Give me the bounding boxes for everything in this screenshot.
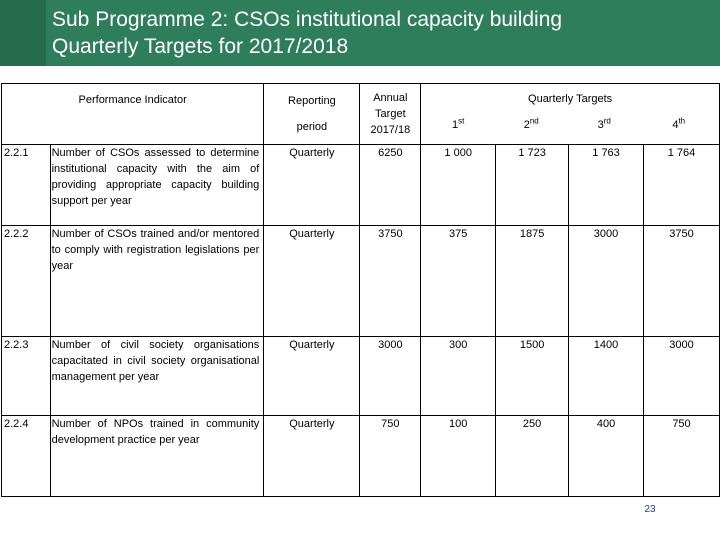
- header-reporting: Reporting: [288, 95, 336, 107]
- header-annual-target: Annual Target 2017/18: [360, 84, 421, 145]
- row-q3: 3000: [569, 226, 644, 337]
- table-header-row: [2, 84, 720, 145]
- quarterly-targets-table: [1, 83, 720, 497]
- row-q4: 1 764: [644, 145, 720, 226]
- row-code: 2.2.3: [2, 337, 51, 416]
- title-line-1: Sub Programme 2: CSOs institutional capacity building: [52, 8, 563, 31]
- slide-title: [52, 6, 712, 60]
- header-performance-indicator: Performance Indicator: [2, 84, 264, 145]
- table-row: [2, 145, 720, 226]
- row-period: Quarterly: [264, 337, 360, 416]
- row-period: Quarterly: [264, 416, 360, 497]
- table-row: [2, 226, 720, 337]
- row-q3: 1 763: [569, 145, 644, 226]
- row-code: 2.2.1: [2, 145, 51, 226]
- row-period: Quarterly: [264, 145, 360, 226]
- table-row: [2, 337, 720, 416]
- row-q3: 1400: [569, 337, 644, 416]
- row-q1: 100: [421, 416, 496, 497]
- table-row: [2, 416, 720, 497]
- row-indicator: Number of NPOs trained in community development practice per year: [50, 416, 264, 497]
- page-number: 23: [644, 504, 656, 515]
- row-q1: 300: [421, 337, 496, 416]
- row-q2: 250: [496, 416, 569, 497]
- row-code: 2.2.2: [2, 226, 51, 337]
- header-reporting-period: [264, 84, 360, 145]
- header-quarterly-targets-label: Quarterly Targets: [528, 93, 613, 105]
- header-period: period: [296, 121, 328, 133]
- row-period: Quarterly: [264, 226, 360, 337]
- header-q4: 4th: [672, 116, 686, 131]
- row-q4: 3000: [644, 337, 720, 416]
- header-q2: 2nd: [523, 116, 539, 131]
- row-annual: 750: [360, 416, 421, 497]
- header-quarters: [421, 114, 719, 136]
- row-code: 2.2.4: [2, 416, 51, 497]
- row-indicator: Number of civil society organisations capacitated in civil society organisational management per year: [50, 337, 264, 416]
- header-q1: 1st: [452, 116, 465, 131]
- row-annual: 3000: [360, 337, 421, 416]
- header-accent: [0, 0, 46, 66]
- row-q2: 1 723: [496, 145, 569, 226]
- header-quarterly-targets: [421, 84, 720, 145]
- header-q3: 3rd: [597, 116, 611, 131]
- row-q1: 375: [421, 226, 496, 337]
- row-q1: 1 000: [421, 145, 496, 226]
- title-line-2: Quarterly Targets for 2017/2018: [52, 35, 349, 58]
- row-q4: 750: [644, 416, 720, 497]
- slide-header: [0, 0, 720, 66]
- row-q2: 1500: [496, 337, 569, 416]
- row-q2: 1875: [496, 226, 569, 337]
- row-annual: 3750: [360, 226, 421, 337]
- row-annual: 6250: [360, 145, 421, 226]
- row-q4: 3750: [644, 226, 720, 337]
- row-indicator: Number of CSOs assessed to determine institutional capacity with the aim of providing appropriate capacity building support per year: [50, 145, 264, 226]
- row-q3: 400: [569, 416, 644, 497]
- row-indicator: Number of CSOs trained and/or mentored to comply with registration legislations per year: [50, 226, 264, 337]
